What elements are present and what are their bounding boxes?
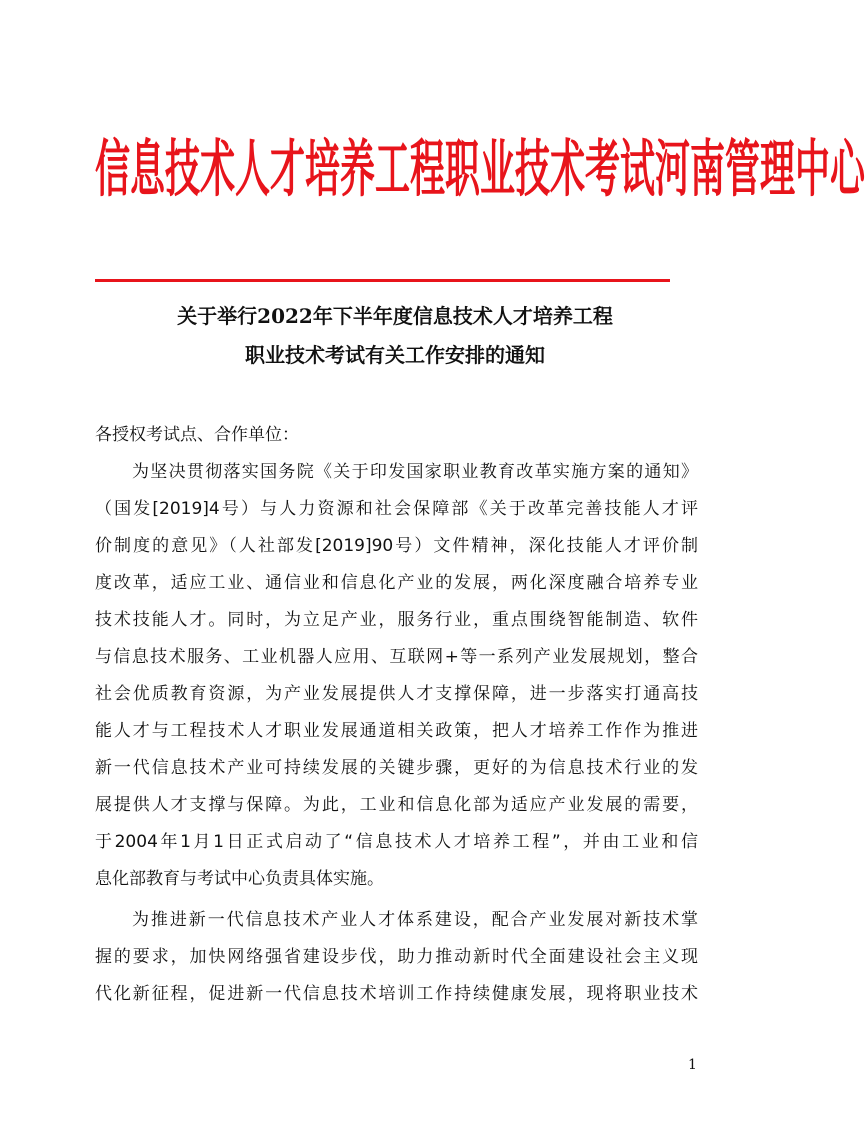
paragraph-1-line-7: 社会优质教育资源，为产业发展提供人才支撑保障，进一步落实打通高技	[95, 684, 698, 704]
paragraph-1-line-3: 价制度的意见》（人社部发[2019]90号）文件精神，深化技能人才评价制	[95, 536, 698, 556]
page-number: 1	[688, 1057, 697, 1073]
paragraph-1-line-11: 于2004年1月1日正式启动了“信息技术人才培养工程”，并由工业和信	[95, 832, 698, 852]
paragraph-1-line-6: 与信息技术服务、工业机器人应用、互联网+等一系列产业发展规划，整合	[95, 647, 698, 667]
paragraph-1-line-12: 息化部教育与考试中心负责具体实施。	[95, 869, 384, 889]
letterhead	[95, 118, 865, 230]
document-title-line-1: 关于举行2022年下半年度信息技术人才培养工程	[177, 304, 613, 328]
paragraph-1-line-2: （国发[2019]4号）与人力资源和社会保障部《关于改革完善技能人才评	[95, 499, 698, 519]
paragraph-1-line-10: 展提供人才支撑与保障。为此，工业和信息化部为适应产业发展的需要，	[95, 795, 698, 815]
paragraph-1-line-4: 度改革，适应工业、通信业和信息化产业的发展，两化深度融合培养专业	[95, 573, 698, 593]
paragraph-2-line-3: 代化新征程，促进新一代信息技术培训工作持续健康发展，现将职业技术	[95, 984, 698, 1004]
paragraph-2-line-2: 握的要求，加快网络强省建设步伐，助力推动新时代全面建设社会主义现	[95, 947, 698, 967]
paragraph-1-line-5: 技术技能人才。同时，为立足产业，服务行业，重点围绕智能制造、软件	[95, 610, 698, 630]
paragraph-1-line-1: 为坚决贯彻落实国务院《关于印发国家职业教育改革实施方案的通知》	[132, 462, 698, 482]
paragraph-1-line-8: 能人才与工程技术人才职业发展通道相关政策，把人才培养工作作为推进	[95, 721, 698, 741]
paragraph-2-line-1: 为推进新一代信息技术产业人才体系建设，配合产业发展对新技术掌	[132, 910, 698, 930]
letterhead-org-name: 信息技术人才培养工程职业技术考试河南管理中心	[95, 135, 865, 206]
salutation: 各授权考试点、合作单位：	[95, 425, 299, 445]
document-title-line-2: 职业技术考试有关工作安排的通知	[245, 343, 545, 367]
paragraph-1-line-9: 新一代信息技术产业可持续发展的关键步骤，更好的为信息技术行业的发	[95, 758, 698, 778]
letterhead-divider	[95, 279, 670, 282]
